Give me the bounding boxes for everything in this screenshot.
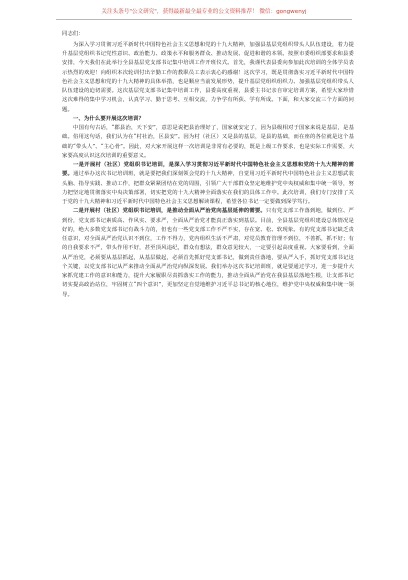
greeting: 同志们：: [62, 31, 84, 37]
promo-banner: 关注头条号"公文研究"，获得最新最全最专业的公文资料推荐！ 微信：gongwenyj: [101, 9, 307, 15]
point-two-lead: 二是开展村（社区）党组织书记培训，是推动全面从严治党向基层延伸的需要。: [73, 208, 266, 215]
point-one-lead: 一是开展村（社区）党组织书记培训，是深入学习贯彻习近平新时代中国特色社会主义思想和党的十九大精神的需要。: [62, 162, 354, 178]
paragraph-point-two: [62, 207, 354, 300]
paragraph-point-one: [62, 161, 354, 207]
paragraph-opening: 为深入学习贯彻习近平新时代中国特色社会主义思想和党的十九大精神，加强县基层党组织带头人队伍建设，着力提升基层党组织书记党性意识、政治能力、政策水平和服务群众、推动发展、促进和谐的本领。按照市委组织部要求和县委安排，今天我们在此举行全县基层党支部书记集中培训工作开班仪式。首先，我谨代表县委向参加此次培训的全体学员表示热烈的欢迎！向组织本次轮训付出辛勤工作的教职员工表示衷心的感谢！这次学习，既是贯彻落实习近平新时代中国特色社会主义思想和党的十九大精神的具体举措，也是顺应当前发展形势，提升基层党组织组织力、加强基层党组织带头人队伍建设的迫切需要。这次基层党支部书记集中培训工作，县委高度重视，县委主书记亲自审定培训方案，希望大家珍惜这次难得的集中学习机会，认真学习、勤于思考、互相交流，力争学有所获、学有所成。下面，和大家交流三个方面的问题。: [62, 41, 354, 113]
document-body: [62, 30, 354, 566]
paragraph-county-governance: 中国有句古话，“郡县治，天下安”，意思是说把县治理好了，国家就安定了，因为县级相对于国家来说是基层，是基础。俗用这句话，我们认为在“村社治，区县安”。因为村（社区）又是县的基层，是县的基础，而在座的各位就是这个基础的“带头人”、“主心骨”。因此，对大家开展这样一次培训是非常有必要的，既是上级工作要求，也是实际工作需要，大家要高度认识这次培训的重要意义。: [62, 125, 354, 159]
section-heading-1: 一、为什么要开展这次培训？: [73, 115, 145, 122]
point-one-body: 通过举办这次书记培训班，就是要把我们深刻领会党的十九大精神，自觉用习近平新时代中国特色社会主义思想武装头脑、指导实践、推动工作，把群众紧紧团结在党的周围，引领广大干部群众坚定地维护党中央权威和集中统一领导，努力把坚定地贯彻落实中央决策部署，切实把党的十九大精神全面落实在我们的具体工作中。此次培训，我们专门安排了关于党的十九大精神和习近平新时代中国特色社会主义思想解读课程，希望各位书记一定要做到深学笃行。: [62, 171, 354, 205]
banner-divider: [56, 19, 352, 20]
point-two-body: 只有党支部工作落到地，做到位、严到份，党支部书记素质高、作风实、要求严，全面从严治党才能真正落实到基层。目前，全县基层党组织建设总体情况是好的，绝大多数党支部书记有战斗力的，但也有一些党支部工作不严不实，存在宽、松、软现象。有的党支部书记缺乏责任意识，对全面从严治党认识不到位，工作不得力，党内组织生活不严肃，对党员教育管理不到位，不善抓，抓不好；有的自我要求不严，带头作用不好，甚至顶风违纪，群众有想法，群众意见较大，一定要引起高度重视。大家要看到，全面从严治党，必须要从基层抓起，从基层做起，必须首先抓好党支部书记，做到责任落地，要从严入手，抓好党支部书记这个关键，以党支部书记从严来推动全面从严治党向纵深发展。我们举办这次书记培训班，就是要通过学习，进一步提升大家抓党建工作的意识和能力，提升大家履职尽责抓落实工作的能力，推动全面从严治党在我县基层落地生根，让支部书记切实提高政治站位，牢固树立“四个意识”，更加坚定自觉地维护习近平总书记的核心地位，维护党中央权威和集中统一领导。: [62, 208, 354, 298]
